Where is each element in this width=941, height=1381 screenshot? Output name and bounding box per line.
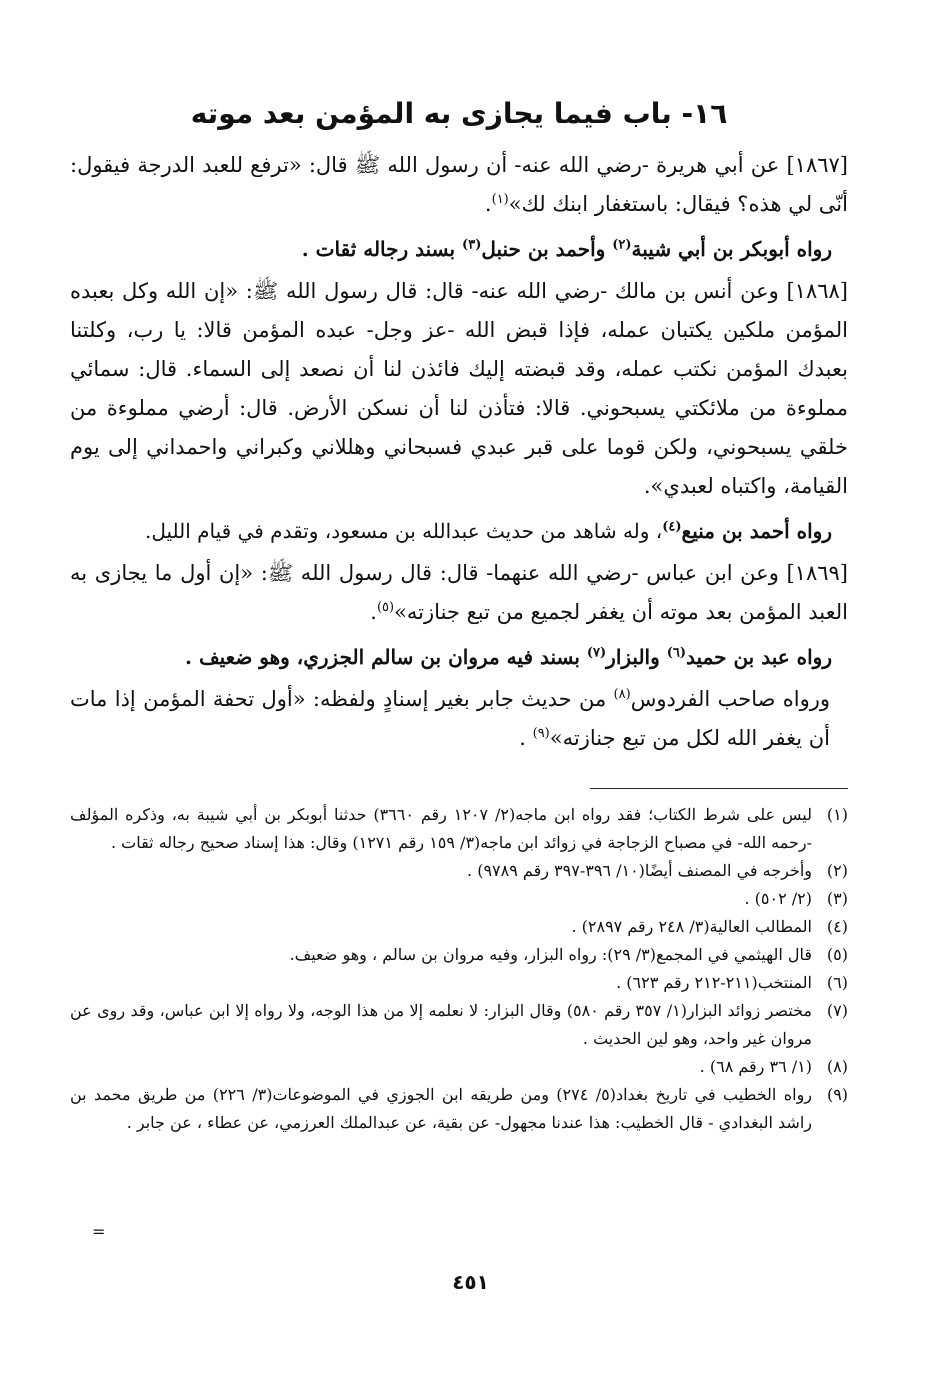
footnote-number: (٣) xyxy=(826,889,848,908)
hadith-1869-end: . xyxy=(370,600,377,624)
footnote xyxy=(70,857,848,885)
narration-1867 xyxy=(70,230,848,268)
footnote-text: (٢/ ٥٠٢) . xyxy=(744,889,812,908)
footnote xyxy=(70,1081,848,1137)
footnote-ref-8: (٨) xyxy=(613,687,631,702)
footnote-text: وأخرجه في المصنف أيضًا(١٠/ ٣٩٦-٣٩٧ رقم ٩٧٨٩) . xyxy=(467,861,812,880)
narration-1867-a: رواه أبوبكر بن أبي شيبة xyxy=(631,237,832,261)
footnote-ref-5: (٥) xyxy=(376,600,395,615)
footnote-number: (٦) xyxy=(826,973,848,992)
page-number: ٤٥١ xyxy=(452,1270,489,1294)
continuation-mark: = xyxy=(92,1222,106,1241)
hadith-1867-end: . xyxy=(484,192,492,216)
narration-1869 xyxy=(70,638,848,676)
hadith-1867-text: [١٨٦٧] عن أبي هريرة -رضي الله عنه- أن رسول الله ﷺ قال: «ترفع للعبد الدرجة فيقول: أنّى لي هذه؟ فيقال: باستغفار ابنك لك» xyxy=(70,153,848,216)
page-body xyxy=(70,92,848,1322)
footnote-ref-2: (٢) xyxy=(612,237,632,253)
footnote xyxy=(70,885,848,913)
ferdous-a: ورواه صاحب الفردوس xyxy=(630,687,831,711)
footnote-text: المنتخب(٢١١-٢١٢ رقم ٦٢٣) . xyxy=(616,973,812,992)
footnote-text: مختصر زوائد البزار(١/ ٣٥٧ رقم ٥٨٠) وقال البزار: لا نعلمه إلا من هذا الوجه، ولا رواه إلا ابن عباس، وقد روى عن مروان غير واحد، وهو لين الحديث . xyxy=(70,1001,812,1048)
footnote-number: (١) xyxy=(826,805,849,824)
footnote-text: المطالب العالية(٣/ ٢٤٨ رقم ٢٨٩٧) . xyxy=(571,917,812,936)
footnote-text: ليس على شرط الكتاب؛ فقد رواه ابن ماجه(٢/ ١٢٠٧ رقم ٣٦٦٠) حدثنا أبوبكر بن أبي شيبة به، وذكره المؤلف -رحمه الله- في مصباح الزجاجة في زوائد ابن ماجه(٣/ ١٥٩ رقم ١٢٧١) وقال: هذا إسناد صحيح رجاله ثقات . xyxy=(70,805,813,852)
footnotes xyxy=(70,801,848,1137)
footnote xyxy=(70,1053,848,1081)
narration-1868-b: ، وله شاهد من حديث عبدالله بن مسعود، وتقدم في قيام الليل. xyxy=(145,519,663,543)
narration-1867-b: وأحمد بن حنبل xyxy=(481,237,613,261)
footnote-ref-1: (١) xyxy=(491,192,509,207)
narration-1868 xyxy=(70,512,848,550)
footnote-text: قال الهيثمي في المجمع(٣/ ٢٩): رواه البزار، وفيه مروان بن سالم ، وهو ضعيف. xyxy=(289,945,812,964)
footnote xyxy=(70,941,848,969)
chapter-title: ١٦- باب فيما يجازى به المؤمن بعد موته xyxy=(190,97,728,130)
footnote-ref-4: (٤) xyxy=(662,519,682,535)
narration-1868-a: رواه أحمد بن منيع xyxy=(681,519,832,543)
ferdous-b: من حديث جابر بغير إسنادٍ ولفظه: «أول تحفة المؤمن إذا مات أن يغفر الله لكل من تبع جنازته» xyxy=(70,687,830,750)
hadith-1867 xyxy=(70,146,848,224)
ferdous-c: . xyxy=(519,726,533,750)
footnote-text: رواه الخطيب في تاريخ بغداد(٥/ ٢٧٤) ومن طريقه ابن الجوزي في الموضوعات(٣/ ٢٢٦) من طريق محمد بن راشد البغدادي - قال الخطيب: هذا عندنا مجهول- عن بقية، عن عبدالملك العرزمي، عن عطاء ، عن جابر . xyxy=(70,1085,813,1132)
footnote-ref-6: (٦) xyxy=(666,645,687,661)
footnote-ref-3: (٣) xyxy=(462,237,482,253)
narration-1869-b: والبزار xyxy=(606,645,667,669)
hadith-1869 xyxy=(70,554,848,632)
footnote-number: (٧) xyxy=(826,1001,848,1020)
footnote-number: (٨) xyxy=(826,1057,848,1076)
narration-1869-c: بسند فيه مروان بن سالم الجزري، وهو ضعيف . xyxy=(185,645,587,669)
footnote-number: (٢) xyxy=(826,861,848,880)
narration-1869-a: رواه عبد بن حميد xyxy=(686,645,832,669)
footnote xyxy=(70,913,848,941)
narration-1869-ferdous xyxy=(70,680,848,758)
footnote-number: (٤) xyxy=(826,917,848,936)
footnote xyxy=(70,969,848,997)
footnote-number: (٩) xyxy=(826,1085,849,1104)
footnote xyxy=(70,801,848,857)
narration-1867-c: بسند رجاله ثقات . xyxy=(301,237,463,261)
footnote-text: (١/ ٣٦ رقم ٦٨) . xyxy=(699,1057,812,1076)
footnote-divider xyxy=(590,788,848,789)
footnote-ref-9: (٩) xyxy=(532,726,550,741)
hadith-1869-text: [١٨٦٩] وعن ابن عباس -رضي الله عنهما- قال: قال رسول الله ﷺ: «إن أول ما يجازى به العبد المؤمن بعد موته أن يغفر لجميع من تبع جنازته» xyxy=(70,561,848,624)
footnote xyxy=(70,997,848,1053)
footnote-number: (٥) xyxy=(826,945,848,964)
hadith-1868: [١٨٦٨] وعن أنس بن مالك -رضي الله عنه- قال: قال رسول الله ﷺ: «إن الله وكل بعبده المؤمن ملكين يكتبان عمله، فإذا قبض الله -عز وجل- عبده المؤمن قالا: يا رب، وكلتنا بعبدك المؤمن نكتب عمله، وقد قبضته إليك فائذن لنا أن نصعد إلى السماء. قال: سمائي مملوءة من ملائكتي يسبحوني. قالا: فتأذن لنا أن نسكن الأرض. قال: أرضي مملوءة من خلقي يسبحوني، ولكن قوما على قبر عبدي فسبحاني وهللاني وكبراني واحمداني إلى يوم القيامة، واكتباه لعبدي». xyxy=(70,279,848,498)
footnote-ref-7: (٧) xyxy=(586,645,607,661)
